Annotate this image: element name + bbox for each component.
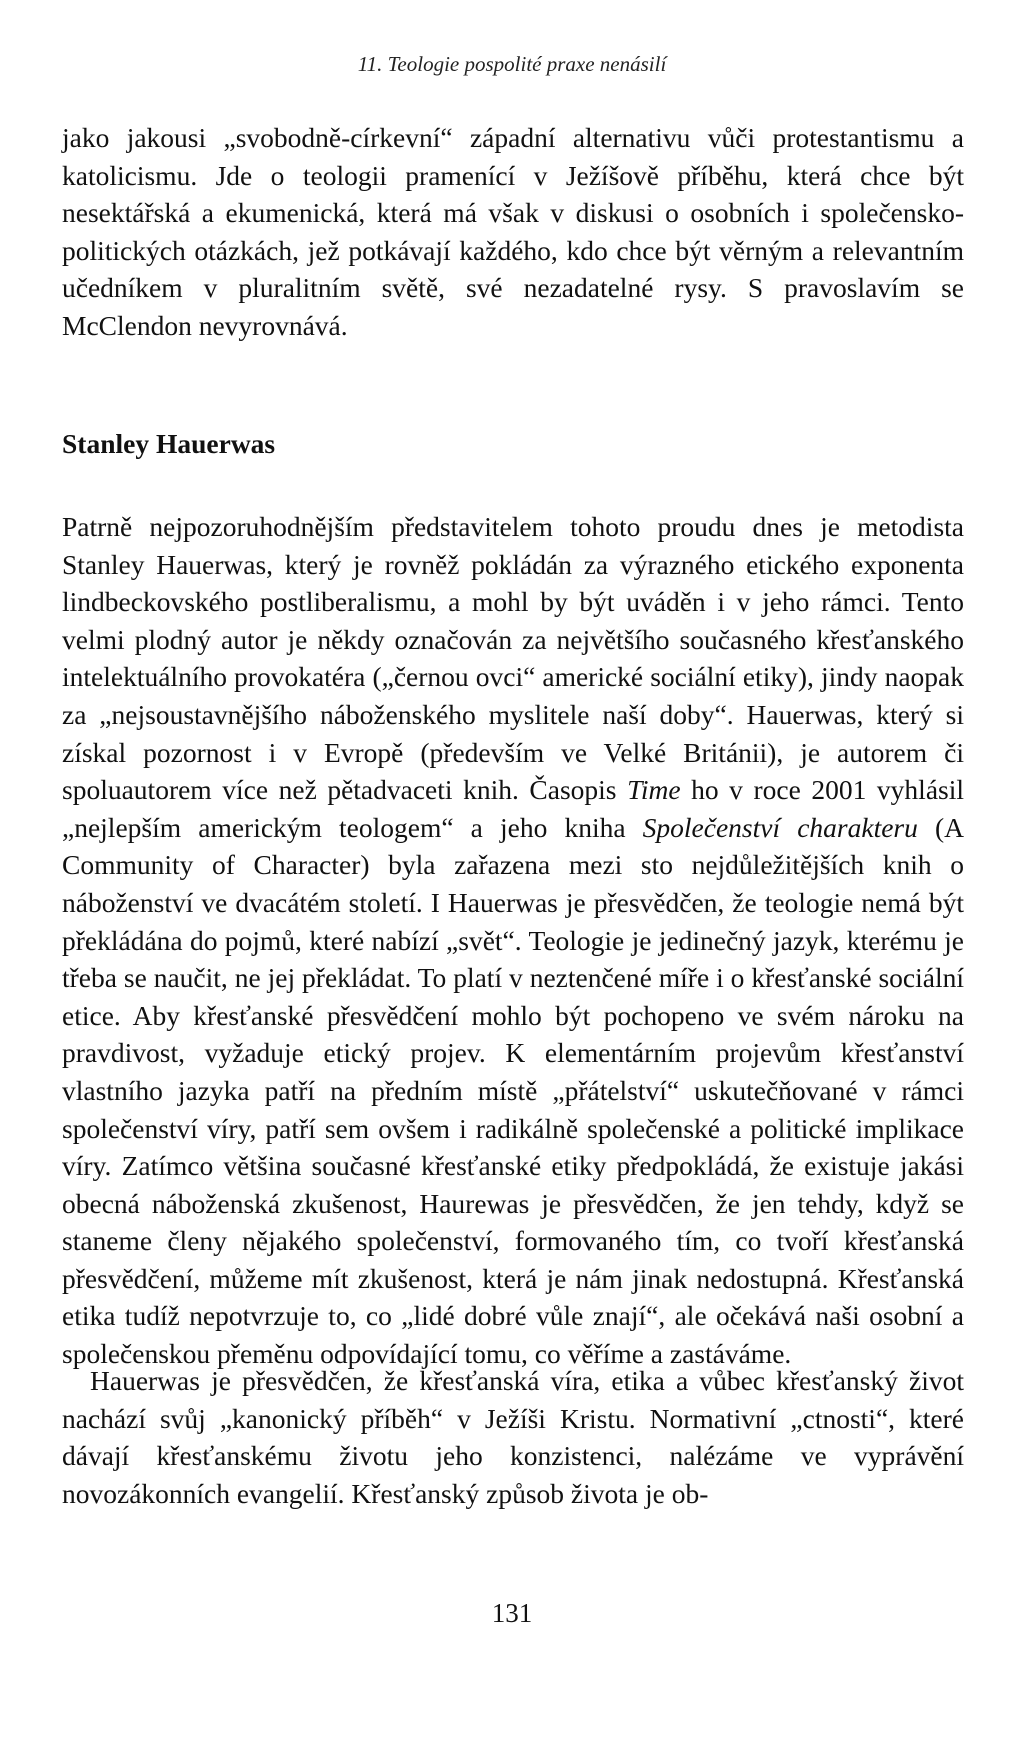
page-number: 131: [491, 1598, 533, 1628]
paragraph-text: (A Community of Character) byla zařazena mezi sto nejdůležitějších knih o náboženství ve dvacátém století. I Hauerwas je přesvědčen, že teologie nemá být překládána do pojmů, které nabízí „svět“. Teologie je jedinečný jazyk, kterému je třeba se naučit, ne jej překládat. To platí v neztenčené míře i o křesťanské sociální etice. Aby křesťanské přesvědčení mohlo být pochopeno ve svém nároku na pravdivost, vyžaduje etický projev. K elementárním projevům křesťanství vlastního jazyka patří na předním místě „přátelství“ uskutečňované v rámci společenství víry, patří sem ovšem i radikálně společenské a politické implikace víry. Zatímco většina současné křesťanské etiky předpokládá, že existuje jakási obecná náboženská zkušenost, Haurewas je přesvědčen, že jen tehdy, když se staneme členy nějakého společenství, formovaného tím, co tvoří křesťanská přesvědčení, můžeme mít zkušenost, která je nám jinak nedostupná. Křesťanská etika tudíž nepotvrzuje to, co „lidé dobré vůle znají“, ale očekává naši osobní a společenskou přeměnu odpovídající tomu, co věříme a zastáváme.: [62, 811, 964, 1370]
section-heading: Stanley Hauerwas: [62, 428, 276, 459]
paragraph-hauerwas-narrative: Hauerwas je přesvědčen, že křesťanská víra, etika a vůbec křesťanský život nachází svůj „kanonický příběh“ v Ježíši Kristu. Normativní „ctnosti“, které dávají křesťanskému životu jeho konzistenci, nalézáme ve vyprávění novozákonních evangelií. Křesťanský způsob života je ob-: [62, 1365, 964, 1509]
paragraph-text: Patrně nejpozoruhodnějším představitelem tohoto proudu dnes je metodista Stanley Hauerwas, který je rovněž pokládán za výrazného etického exponenta lindbeckovského postliberalismu, a mohl by být uváděn i v jeho rámci. Tento velmi plodný autor je někdy označován za největšího současného křesťanského intelektuálního provokatéra („černou ovci“ americké sociální etiky), jindy naopak za „nejsoustavnějšího náboženského myslitele naší doby“. Hauerwas, který si získal pozornost i v Evropě (především ve Velké Británii), je autorem či spoluautorem více než pětadvaceti knih. Časopis: [62, 511, 964, 806]
paragraph-text: ho v roce 2001 vyhlásil „nejlepším americkým teologem“ a jeho kniha: [62, 774, 965, 843]
running-head: 11. Teologie pospolité praxe nenásilí: [357, 52, 667, 76]
magazine-title: Time: [627, 774, 681, 806]
paragraph-continuation: jako jakousi „svobodně-církevní“ západní alternativu vůči protestantismu a katolicismu. Jde o teologii pramenící v Ježíšově příběhu, která chce být nesektářská a ekumenická, která má však v diskusi o osobních i společensko-politických otázkách, jež potkávají každého, kdo chce být věrným a relevantním učedníkem v pluralitním světě, své nezadatelné rysy. S pravoslavím se McClendon nevyrovnává.: [62, 122, 964, 341]
paragraph-hauerwas-intro: [62, 508, 964, 1373]
book-title: Společenství charakteru: [642, 811, 918, 843]
